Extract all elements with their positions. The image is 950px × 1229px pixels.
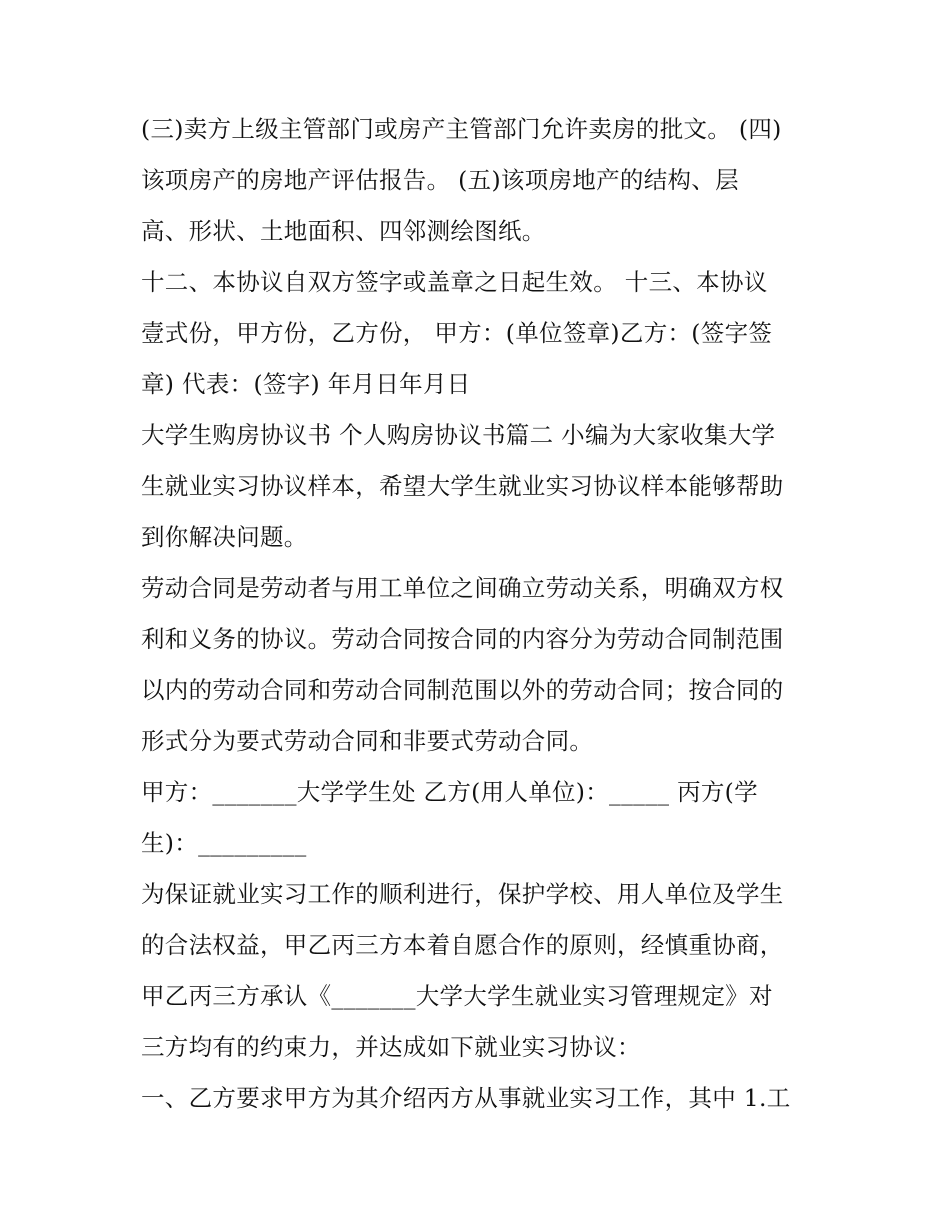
text-line-5: 壹式份，甲方份，乙方份， 甲方：(单位签章)乙方：(签字签 <box>141 319 773 347</box>
text-line-13: 形式分为要式劳动合同和非要式劳动合同。 <box>141 727 594 755</box>
text-line-8: 生就业实习协议样本，希望大学生就业实习协议样本能够帮助 <box>141 472 784 500</box>
text-line-18: 甲乙丙三方承认《_______大学大学生就业实习管理规定》对 <box>141 982 773 1010</box>
text-line-20: 一、乙方要求甲方为其介绍丙方从事就业实习工作，其中 1.工 <box>141 1084 791 1112</box>
text-line-15: 生)：_________ <box>141 829 307 857</box>
text-line-14: 甲方：_______大学学生处 乙方(用人单位)：_____ 丙方(学 <box>141 778 758 806</box>
text-line-2: 该项房产的房地产评估报告。 (五)该项房地产的结构、层 <box>141 166 739 194</box>
text-line-11: 利和义务的协议。劳动合同按合同的内容分为劳动合同制范围 <box>141 625 784 653</box>
text-line-1: (三)卖方上级主管部门或房产主管部门允许卖房的批文。 (四) <box>141 115 782 143</box>
text-line-9: 到你解决问题。 <box>141 523 308 551</box>
text-line-17: 的合法权益，甲乙丙三方本着自愿合作的原则，经慎重协商， <box>141 931 784 959</box>
text-line-10: 劳动合同是劳动者与用工单位之间确立劳动关系，明确双方权 <box>141 574 784 602</box>
text-line-4: 十二、本协议自双方签字或盖章之日起生效。 十三、本协议 <box>141 268 768 296</box>
text-line-16: 为保证就业实习工作的顺利进行，保护学校、用人单位及学生 <box>141 880 784 908</box>
text-line-12: 以内的劳动合同和劳动合同制范围以外的劳动合同；按合同的 <box>141 676 784 704</box>
document-body <box>141 104 811 1124</box>
text-line-7: 大学生购房协议书 个人购房协议书篇二 小编为大家收集大学 <box>141 421 776 449</box>
text-line-3: 高、形状、土地面积、四邻测绘图纸。 <box>141 217 546 245</box>
text-line-19: 三方均有的约束力，并达成如下就业实习协议： <box>141 1033 641 1061</box>
text-line-6: 章) 代表：(签字) 年月日年月日 <box>141 370 471 398</box>
